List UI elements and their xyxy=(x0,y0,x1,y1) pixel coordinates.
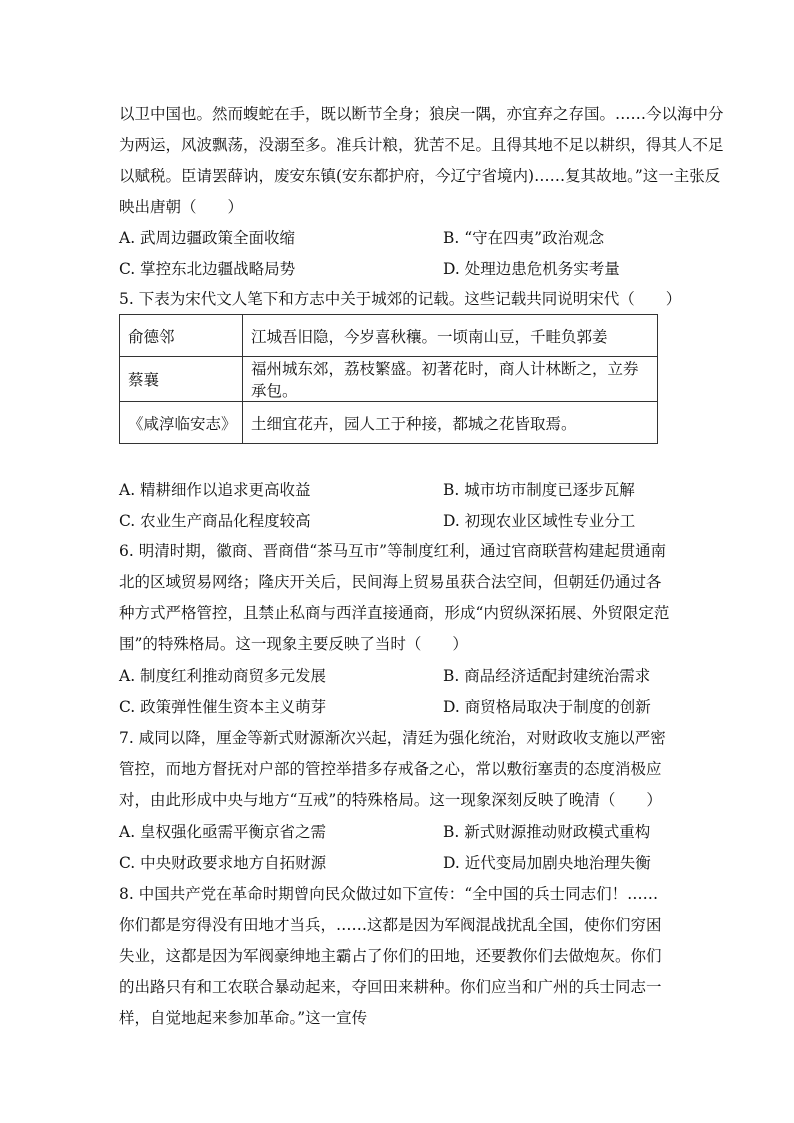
q5-option-b: B. 城市坊市制度已逐步瓦解 xyxy=(443,481,635,499)
q7-option-b: B. 新式财源推动财政模式重构 xyxy=(443,823,651,841)
q6-option-d: D. 商贸格局取决于制度的创新 xyxy=(443,698,651,716)
table-row xyxy=(120,315,658,357)
table-cell-source: 《咸淳临安志》 xyxy=(120,402,243,444)
q7-option-c: C. 中央财政要求地方自拓财源 xyxy=(119,854,327,872)
q4-line-4: 映出唐朝（ ） xyxy=(119,198,244,216)
table-cell-source: 蔡襄 xyxy=(120,357,243,402)
table-cell-content: 福州城东郊，荔枝繁盛。初著花时，商人计林断之，立券承包。 xyxy=(243,357,658,402)
q5-option-d: D. 初现农业区域性专业分工 xyxy=(443,512,636,530)
q6-option-b: B. 商品经济适配封建统治需求 xyxy=(443,667,651,685)
q4-option-d: D. 处理边患危机务实考量 xyxy=(443,260,620,278)
q7-option-d: D. 近代变局加剧央地治理失衡 xyxy=(443,854,651,872)
q7-stem: 7. 咸同以降，厘金等新式财源渐次兴起，清廷为强化统治，对财政收支施以严密管控，而地方督抚对户部的管控举措多存戒备之心，常以敷衍塞责的态度消极应对，由此形成中央与地方“互戒”的特殊格局。这一现象深刻反映了晚清（ ） xyxy=(119,729,666,809)
q5-table xyxy=(119,314,658,444)
q5-stem: 5. 下表为宋代文人笔下和方志中关于城郊的记载。这些记载共同说明宋代（ ） xyxy=(119,290,682,308)
q6-option-c: C. 政策弹性催生资本主义萌芽 xyxy=(119,698,327,716)
q4-line-1: 以卫中国也。然而蝮蛇在手，既以断节全身；狼戾一隅，亦宜弃之存国。……今以海中分 xyxy=(119,105,724,123)
table-cell-source: 俞德邻 xyxy=(120,315,243,357)
q4-option-a: A. 武周边疆政策全面收缩 xyxy=(119,229,296,247)
q6-option-a: A. 制度红利推动商贸多元发展 xyxy=(119,667,327,685)
q4-option-b: B. “守在四夷”政治观念 xyxy=(443,229,605,247)
q5-option-a: A. 精耕细作以追求更高收益 xyxy=(119,481,311,499)
q6-stem: 6. 明清时期，徽商、晋商借“茶马互市”等制度红利，通过官商联营构建起贯通南北的区域贸易网络；隆庆开关后，民间海上贸易虽获合法空间，但朝廷仍通过各种方式严格管控，且禁止私商与西洋直接通商，形成“内贸纵深拓展、外贸限定范围”的特殊格局。这一现象主要反映了当时（ ） xyxy=(119,542,670,653)
table-row xyxy=(120,402,658,444)
table-cell-content: 土细宜花卉，园人工于种接，都城之花皆取焉。 xyxy=(243,402,658,444)
table-row xyxy=(120,357,658,402)
table-cell-content: 江城吾旧隐，今岁喜秋穰。一顷南山豆，千畦负郭姜 xyxy=(243,315,658,357)
q8-stem: 8. 中国共产党在革命时期曾向民众做过如下宣传：“全中国的兵士同志们！……你们都是穷得没有田地才当兵，……这都是因为军阀混战扰乱全国，使你们穷困失业，这都是因为军阀豪绅地主霸占了你们的田地，还要教你们去做炮灰。你们的出路只有和工农联合暴动起来，夺回田来耕种。你们应当和广州的兵士同志一样，自觉地起来参加革命。”这一宣传 xyxy=(119,885,662,1027)
q5-option-c: C. 农业生产商品化程度较高 xyxy=(119,512,311,530)
q4-line-2: 为两运，风波飘荡，没溺至多。准兵计粮，犹苦不足。且得其地不足以耕织，得其人不足 xyxy=(119,136,724,154)
q4-line-3: 以赋税。臣请罢薛讷，废安东镇(安东都护府，今辽宁省境内)……复其故地。”这一主张反 xyxy=(119,167,721,185)
q7-option-a: A. 皇权强化亟需平衡京省之需 xyxy=(119,823,327,841)
q4-option-c: C. 掌控东北边疆战略局势 xyxy=(119,260,296,278)
